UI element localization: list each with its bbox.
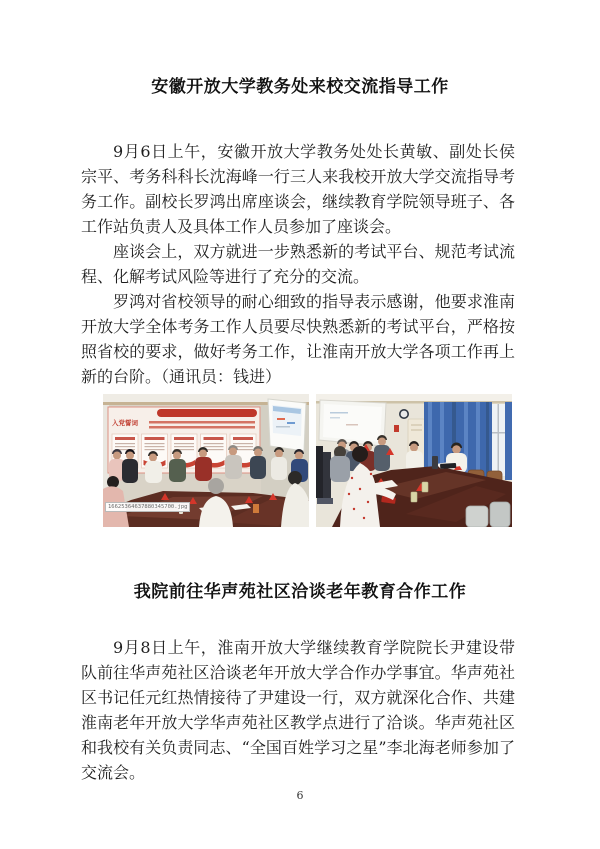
photo1-projector-screen <box>268 399 306 451</box>
photo2-wall-clock <box>399 409 409 419</box>
article2-paragraph-1: 9月8日上午，淮南开放大学继续教育学院院长尹建设带队前往华声苑社区洽谈老年开放大学合作办学事宜。华声苑社区书记任元红热情接待了尹建设一行，双方就深化合作、共建淮南老年开放大学华声苑社区教学点进行了洽谈。华声苑社区和我校有关负责同志、“全国百姓学习之星”李北海老师参加了交流会。 <box>81 638 515 782</box>
meeting-photo-left <box>103 394 309 527</box>
article1-paragraph-2: 座谈会上，双方就进一步熟悉新的考试平台、规范考试流程、化解考试风险等进行了充分的交流。 <box>81 242 515 286</box>
photo2-window <box>492 402 512 480</box>
article2-title: 我院前往华声苑社区洽谈老年教育合作工作 <box>133 582 467 602</box>
article2-body <box>81 635 515 785</box>
photo-filename-watermark: 16625364637880345700.jpg <box>105 502 190 512</box>
meeting-photo-right <box>316 394 512 527</box>
article1-body <box>81 139 515 389</box>
page-number: 6 <box>296 789 304 802</box>
article1-paragraph-3: 罗鸿对省校领导的耐心细致的指导表示感谢，他要求淮南开放大学全体考务工作人员要尽快熟悉新的考试平台，严格按照省校的要求，做好考务工作，让淮南开放大学各项工作再上新的台阶。（通讯员：钱进） <box>81 292 515 386</box>
article1-paragraph-1: 9月6日上午，安徽开放大学教务处处长黄敏、副处长侯宗平、考务科科长沈海峰一行三人来我校开放大学交流指导考务工作。副校长罗鸿出席座谈会，继续教育学院领导班子、各工作站负责人及具体工作人员参加了座谈会。 <box>81 142 515 236</box>
meeting-photo-right-graphic <box>316 394 512 527</box>
meeting-photos <box>103 394 512 527</box>
party-board-heading: 入党誓词 <box>112 419 138 427</box>
article1-title: 安徽开放大学教务处来校交流指导工作 <box>151 77 449 97</box>
photo2-switch-box <box>394 425 399 432</box>
photo2-projector-screen <box>319 400 386 446</box>
